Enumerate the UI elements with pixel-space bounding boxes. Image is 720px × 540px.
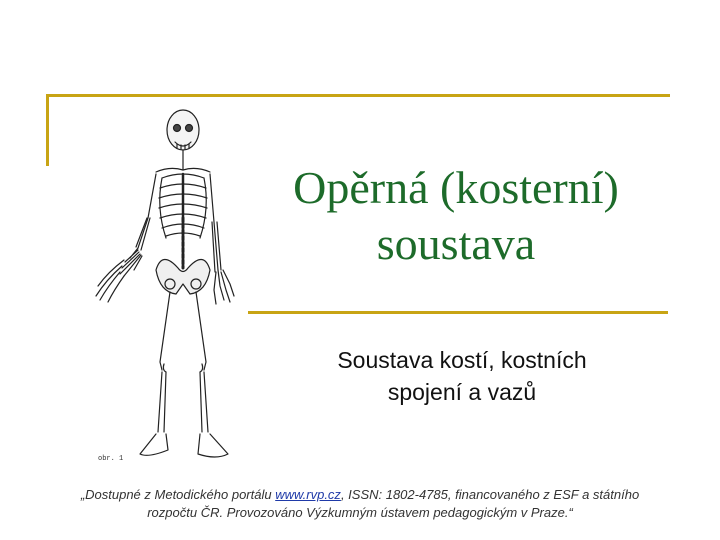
subtitle-line-2: spojení a vazů bbox=[387, 379, 537, 405]
skeleton-illustration bbox=[78, 100, 248, 472]
footer-prefix: „Dostupné z Metodického portálu bbox=[80, 487, 276, 502]
figure-caption: obr. 1 bbox=[98, 455, 124, 463]
footer-line-2: rozpočtu ČR. Provozováno Výzkumným ústavem pedagogickým v Praze.“ bbox=[147, 505, 573, 520]
slide-title bbox=[246, 160, 666, 272]
decorative-left-bar bbox=[46, 94, 49, 166]
footer-citation bbox=[40, 486, 680, 522]
title-line-1: Opěrná (kosterní) bbox=[293, 162, 619, 213]
footer-line-1 bbox=[40, 486, 680, 504]
subtitle-line-1: Soustava kostí, kostních bbox=[337, 347, 587, 373]
title-line-2: soustava bbox=[376, 218, 536, 269]
decorative-top-bar bbox=[46, 94, 670, 97]
slide-subtitle bbox=[262, 344, 662, 408]
decorative-divider-bar bbox=[248, 311, 668, 314]
rvp-link[interactable]: www.rvp.cz bbox=[275, 487, 341, 502]
footer-suffix: , ISSN: 1802-4785, financovaného z ESF a státního bbox=[340, 487, 640, 502]
